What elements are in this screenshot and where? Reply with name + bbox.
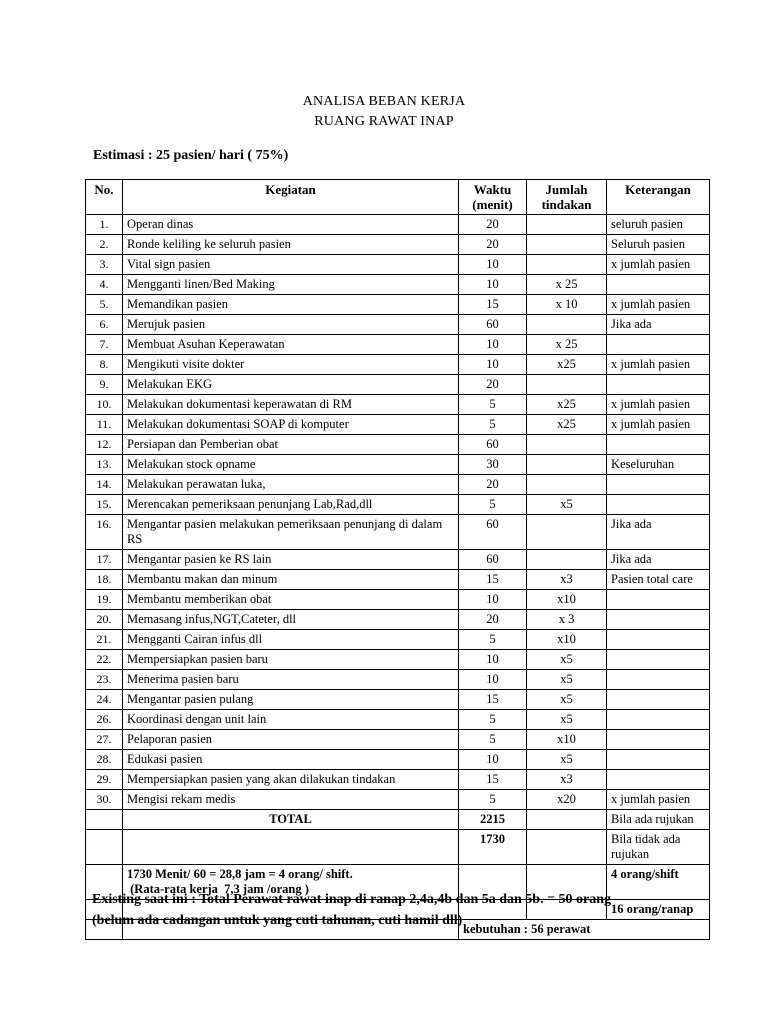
row-keterangan xyxy=(607,650,710,670)
per-shift-value: 4 orang/shift xyxy=(607,865,710,900)
header-no: No. xyxy=(86,180,123,215)
row-waktu: 60 xyxy=(459,515,527,550)
row-jumlah xyxy=(527,255,607,275)
table-row xyxy=(86,435,710,455)
row-keterangan: Pasien total care xyxy=(607,570,710,590)
row-waktu: 30 xyxy=(459,455,527,475)
row-jumlah: x10 xyxy=(527,630,607,650)
existing-text: Existing saat ini : Total Perawat rawat inap di ranap 2,4a,4b dan 5a dan 5b. = 50 orang xyxy=(92,892,612,907)
row-jumlah: x25 xyxy=(527,355,607,375)
row-no: 10. xyxy=(86,395,123,415)
row-waktu: 5 xyxy=(459,630,527,650)
row-no: 9. xyxy=(86,375,123,395)
total-empty-jumlah xyxy=(527,810,607,830)
row-no: 23. xyxy=(86,670,123,690)
table-row xyxy=(86,770,710,790)
row-waktu: 10 xyxy=(459,650,527,670)
row-no: 15. xyxy=(86,495,123,515)
row-no: 2. xyxy=(86,235,123,255)
table-row xyxy=(86,375,710,395)
row-keterangan xyxy=(607,495,710,515)
row-waktu: 60 xyxy=(459,315,527,335)
row-kegiatan: Melakukan perawatan luka, xyxy=(123,475,459,495)
row-kegiatan: Mengantar pasien ke RS lain xyxy=(123,550,459,570)
total-label: TOTAL xyxy=(123,810,459,830)
row-waktu: 10 xyxy=(459,750,527,770)
row-jumlah xyxy=(527,215,607,235)
table-row xyxy=(86,415,710,435)
row-keterangan xyxy=(607,590,710,610)
row-jumlah: x10 xyxy=(527,730,607,750)
table-row xyxy=(86,515,710,550)
row-kegiatan: Melakukan dokumentasi keperawatan di RM xyxy=(123,395,459,415)
row-no: 17. xyxy=(86,550,123,570)
row-kegiatan: Mengantar pasien pulang xyxy=(123,690,459,710)
row-jumlah: x25 xyxy=(527,395,607,415)
row-waktu: 5 xyxy=(459,710,527,730)
row-waktu: 10 xyxy=(459,590,527,610)
table-row xyxy=(86,355,710,375)
table-row xyxy=(86,750,710,770)
total2-empty-no xyxy=(86,830,123,865)
row-keterangan: Seluruh pasien xyxy=(607,235,710,255)
row-kegiatan: Menerima pasien baru xyxy=(123,670,459,690)
row-waktu: 15 xyxy=(459,570,527,590)
row-keterangan: seluruh pasien xyxy=(607,215,710,235)
row-kegiatan: Vital sign pasien xyxy=(123,255,459,275)
header-keterangan: Keterangan xyxy=(607,180,710,215)
row-jumlah: x5 xyxy=(527,690,607,710)
total2-empty-jumlah xyxy=(527,830,607,865)
cadangan-note: (belum ada cadangan untuk yang cuti tahunan, cuti hamil dll) xyxy=(92,913,463,928)
row-kegiatan: Persiapan dan Pemberian obat xyxy=(123,435,459,455)
row-keterangan xyxy=(607,670,710,690)
row-keterangan xyxy=(607,710,710,730)
row-keterangan: x jumlah pasien xyxy=(607,255,710,275)
row-jumlah xyxy=(527,550,607,570)
row-keterangan: x jumlah pasien xyxy=(607,790,710,810)
row-jumlah: x 10 xyxy=(527,295,607,315)
table-header-row xyxy=(86,180,710,215)
row-waktu: 5 xyxy=(459,730,527,750)
row-jumlah: x3 xyxy=(527,770,607,790)
table-row xyxy=(86,690,710,710)
row-kegiatan: Mempersiapkan pasien yang akan dilakukan tindakan xyxy=(123,770,459,790)
table-row xyxy=(86,395,710,415)
row-keterangan xyxy=(607,750,710,770)
row-jumlah xyxy=(527,475,607,495)
row-jumlah xyxy=(527,315,607,335)
row-kegiatan: Membantu makan dan minum xyxy=(123,570,459,590)
row-keterangan xyxy=(607,610,710,630)
table-body xyxy=(86,215,710,810)
row-keterangan xyxy=(607,435,710,455)
row-waktu: 20 xyxy=(459,235,527,255)
table-row xyxy=(86,650,710,670)
row-waktu: 10 xyxy=(459,275,527,295)
row-keterangan xyxy=(607,375,710,395)
row-keterangan: x jumlah pasien xyxy=(607,415,710,435)
row-no: 29. xyxy=(86,770,123,790)
row-no: 28. xyxy=(86,750,123,770)
row-waktu: 15 xyxy=(459,295,527,315)
row-waktu: 10 xyxy=(459,255,527,275)
table-row xyxy=(86,730,710,750)
row-waktu: 15 xyxy=(459,770,527,790)
row-jumlah xyxy=(527,375,607,395)
row-jumlah xyxy=(527,515,607,550)
total-value-2: 1730 xyxy=(459,830,527,865)
total-row-2 xyxy=(86,830,710,865)
row-kegiatan: Membuat Asuhan Keperawatan xyxy=(123,335,459,355)
row-waktu: 5 xyxy=(459,395,527,415)
total-ket-2: Bila tidak ada rujukan xyxy=(607,830,710,865)
row-no: 19. xyxy=(86,590,123,610)
table-row xyxy=(86,610,710,630)
total-empty-no xyxy=(86,810,123,830)
row-kegiatan: Mengantar pasien melakukan pemeriksaan penunjang di dalam RS xyxy=(123,515,459,550)
document-subtitle: RUANG RAWAT INAP xyxy=(314,114,454,129)
table-row xyxy=(86,670,710,690)
row-no: 8. xyxy=(86,355,123,375)
row-jumlah: x 3 xyxy=(527,610,607,630)
table-row xyxy=(86,495,710,515)
table-row xyxy=(86,255,710,275)
row-no: 16. xyxy=(86,515,123,550)
row-kegiatan: Edukasi pasien xyxy=(123,750,459,770)
estimasi-text: Estimasi : 25 pasien/ hari ( 75%) xyxy=(93,148,289,163)
row-jumlah: x5 xyxy=(527,710,607,730)
row-waktu: 5 xyxy=(459,790,527,810)
row-keterangan xyxy=(607,770,710,790)
table-row xyxy=(86,790,710,810)
row-keterangan xyxy=(607,730,710,750)
row-no: 27. xyxy=(86,730,123,750)
row-waktu: 20 xyxy=(459,215,527,235)
row-kegiatan: Mempersiapkan pasien baru xyxy=(123,650,459,670)
row-kegiatan: Merujuk pasien xyxy=(123,315,459,335)
row-waktu: 20 xyxy=(459,375,527,395)
table-row xyxy=(86,235,710,255)
table-row xyxy=(86,550,710,570)
row-keterangan xyxy=(607,690,710,710)
row-jumlah: x 25 xyxy=(527,275,607,295)
total-ket-1: Bila ada rujukan xyxy=(607,810,710,830)
row-keterangan xyxy=(607,335,710,355)
table-row xyxy=(86,295,710,315)
row-kegiatan: Melakukan stock opname xyxy=(123,455,459,475)
row-kegiatan: Ronde keliling ke seluruh pasien xyxy=(123,235,459,255)
row-keterangan: x jumlah pasien xyxy=(607,395,710,415)
row-waktu: 5 xyxy=(459,495,527,515)
row-keterangan: x jumlah pasien xyxy=(607,295,710,315)
row-no: 11. xyxy=(86,415,123,435)
row-kegiatan: Membantu memberikan obat xyxy=(123,590,459,610)
row-kegiatan: Operan dinas xyxy=(123,215,459,235)
row-keterangan: Jika ada xyxy=(607,515,710,550)
row-keterangan xyxy=(607,275,710,295)
row-keterangan xyxy=(607,475,710,495)
table-row xyxy=(86,455,710,475)
table-row xyxy=(86,570,710,590)
row-jumlah: x5 xyxy=(527,750,607,770)
row-no: 5. xyxy=(86,295,123,315)
row-no: 13. xyxy=(86,455,123,475)
row-jumlah xyxy=(527,455,607,475)
row-no: 24. xyxy=(86,690,123,710)
row-no: 22. xyxy=(86,650,123,670)
row-kegiatan: Mengganti Cairan infus dll xyxy=(123,630,459,650)
row-keterangan: Keseluruhan xyxy=(607,455,710,475)
row-no: 1. xyxy=(86,215,123,235)
row-keterangan: Jika ada xyxy=(607,550,710,570)
row-jumlah: x5 xyxy=(527,650,607,670)
row-jumlah: x 25 xyxy=(527,335,607,355)
row-waktu: 10 xyxy=(459,335,527,355)
total-value-1: 2215 xyxy=(459,810,527,830)
row-jumlah: x10 xyxy=(527,590,607,610)
row-keterangan: x jumlah pasien xyxy=(607,355,710,375)
per-ranap-value: 16 orang/ranap xyxy=(607,900,710,920)
row-kegiatan: Melakukan EKG xyxy=(123,375,459,395)
row-kegiatan: Mengikuti visite dokter xyxy=(123,355,459,375)
row-no: 6. xyxy=(86,315,123,335)
table-row xyxy=(86,275,710,295)
row-waktu: 20 xyxy=(459,475,527,495)
row-waktu: 60 xyxy=(459,550,527,570)
row-jumlah: x25 xyxy=(527,415,607,435)
header-kegiatan: Kegiatan xyxy=(123,180,459,215)
row-no: 3. xyxy=(86,255,123,275)
row-no: 4. xyxy=(86,275,123,295)
calc-line-2: (Rata-rata kerja 7,3 jam /orang ) xyxy=(127,882,309,896)
row-jumlah: x5 xyxy=(527,495,607,515)
row-waktu: 60 xyxy=(459,435,527,455)
header-waktu: Waktu (menit) xyxy=(459,180,527,215)
row-no: 12. xyxy=(86,435,123,455)
row-waktu: 15 xyxy=(459,690,527,710)
row-waktu: 5 xyxy=(459,415,527,435)
row-kegiatan: Memandikan pasien xyxy=(123,295,459,315)
row-kegiatan: Merencakan pemeriksaan penunjang Lab,Rad,dll xyxy=(123,495,459,515)
table-row xyxy=(86,630,710,650)
row-no: 14. xyxy=(86,475,123,495)
header-jumlah: Jumlah tindakan xyxy=(527,180,607,215)
total2-empty-kegiatan xyxy=(123,830,459,865)
row-jumlah xyxy=(527,235,607,255)
table-row xyxy=(86,335,710,355)
row-waktu: 10 xyxy=(459,670,527,690)
document-title: ANALISA BEBAN KERJA xyxy=(302,94,466,109)
calc-line-1: 1730 Menit/ 60 = 28,8 jam = 4 orang/ shift. xyxy=(127,867,353,881)
row-kegiatan: Melakukan dokumentasi SOAP di komputer xyxy=(123,415,459,435)
row-kegiatan: Mengisi rekam medis xyxy=(123,790,459,810)
row-no: 26. xyxy=(86,710,123,730)
row-jumlah: x20 xyxy=(527,790,607,810)
table-row xyxy=(86,590,710,610)
row-kegiatan: Mengganti linen/Bed Making xyxy=(123,275,459,295)
row-jumlah: x5 xyxy=(527,670,607,690)
row-kegiatan: Koordinasi dengan unit lain xyxy=(123,710,459,730)
table-row xyxy=(86,475,710,495)
table-row xyxy=(86,215,710,235)
row-waktu: 10 xyxy=(459,355,527,375)
workload-table xyxy=(85,179,710,940)
row-no: 30. xyxy=(86,790,123,810)
row-keterangan: Jika ada xyxy=(607,315,710,335)
row-kegiatan: Pelaporan pasien xyxy=(123,730,459,750)
table-row xyxy=(86,315,710,335)
row-kegiatan: Memasang infus,NGT,Cateter, dll xyxy=(123,610,459,630)
row-no: 21. xyxy=(86,630,123,650)
row-waktu: 20 xyxy=(459,610,527,630)
row-no: 20. xyxy=(86,610,123,630)
table-row xyxy=(86,710,710,730)
kebutuhan-value: kebutuhan : 56 perawat xyxy=(459,920,710,940)
row-jumlah: x3 xyxy=(527,570,607,590)
row-keterangan xyxy=(607,630,710,650)
total-row xyxy=(86,810,710,830)
row-jumlah xyxy=(527,435,607,455)
row-no: 7. xyxy=(86,335,123,355)
row-no: 18. xyxy=(86,570,123,590)
